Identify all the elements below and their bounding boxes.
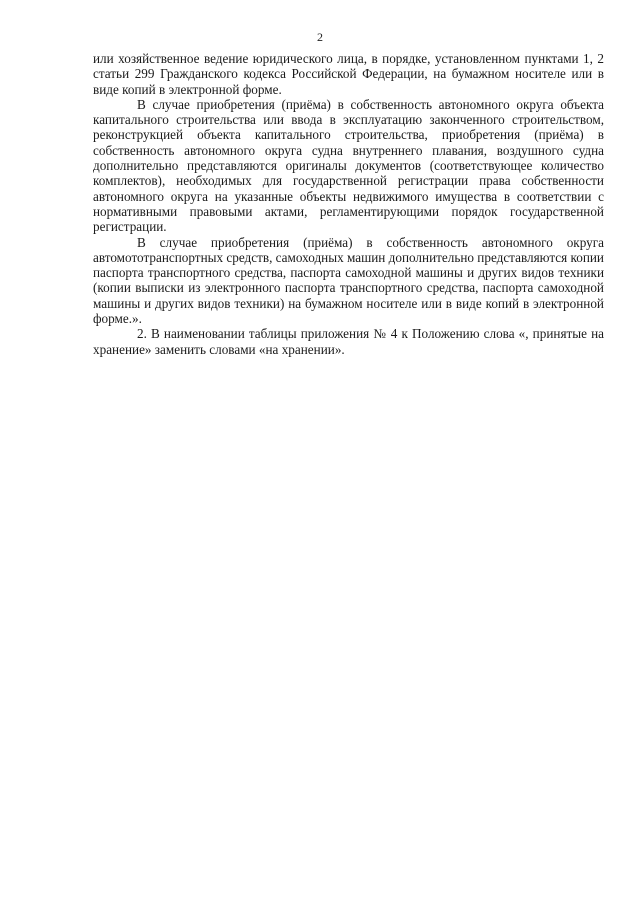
document-body (93, 51, 604, 357)
paragraph-item-2: 2. В наименовании таблицы приложения № 4 к Положению слова «, принятые на хранение» заменить словами «на хранении». (93, 326, 604, 357)
paragraph-continuation: или хозяйственное ведение юридического лица, в порядке, установленном пунктами 1, 2 статьи 299 Гражданского кодекса Российской Федерации, на бумажном носителе или в виде копий в электронной форме. (93, 51, 604, 97)
paragraph-vehicles: В случае приобретения (приёма) в собственность автономного округа автомототранспортных средств, самоходных машин дополнительно представляются копии паспорта транспортного средства, паспорта самоходной машины и других видов техники (копии выписки из электронного паспорта транспортного средства, паспорта самоходной машины и других видов техники) на бумажном носителе или в виде копий в электронной форме.». (93, 234, 604, 327)
page-number: 2 (317, 30, 323, 44)
paragraph-capital-construction: В случае приобретения (приёма) в собственность автономного округа объекта капитального строительства или ввода в эксплуатацию законченного строительством, реконструкцией объекта капитального строительства, приобретения (приёма) в собственность автономного округа судна внутреннего плавания, воздушного судна дополнительно представляются оригиналы документов (соответствующее количество комплектов), необходимых для государственной регистрации права собственности автономного округа на указанные объекты недвижимого имущества в соответствии с нормативными правовыми актами, регламентирующими порядок государственной регистрации. (93, 96, 604, 235)
